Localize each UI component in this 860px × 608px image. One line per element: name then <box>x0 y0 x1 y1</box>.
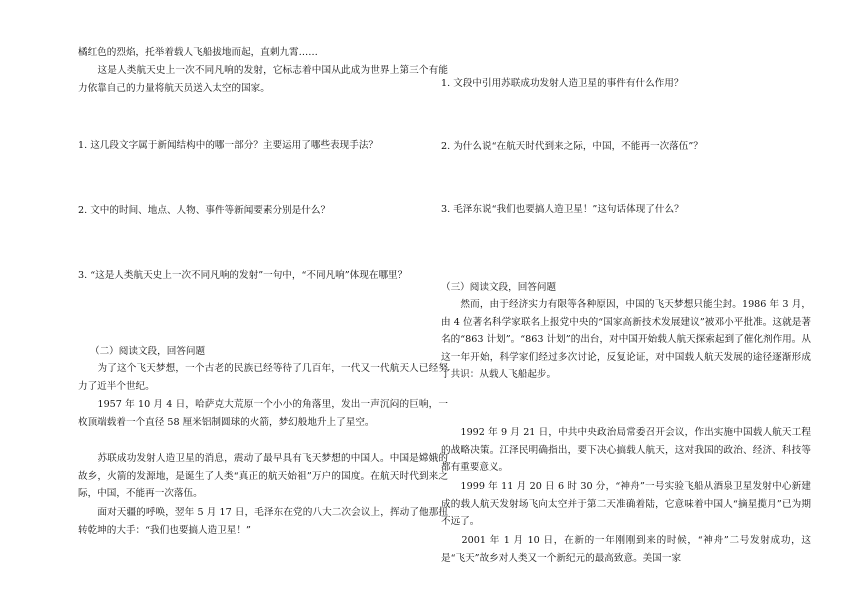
question-3: 3. 毛泽东说“我们也要搞人造卫星！”这句话体现了什么？ <box>441 204 684 215</box>
section-2-paragraph-3: 苏联成功发射人造卫星的消息，震动了最早具有飞天梦想的中国人。中国是嫦娥的故乡，火箭的发源地，是诞生了人类“真正的航天始祖”万户的国度。在航天时代到来之际，中国，不能再一次落伍。 <box>78 453 448 499</box>
question-1: 1. 这几段文字属于新闻结构中的哪一部分？主要运用了哪些表现手法？ <box>78 140 379 151</box>
section-3-paragraph-1: 然而，由于经济实力有限等各种原因，中国的飞天梦想只能尘封。1986 年 3 月，由 4 位著名科学家联名上报党中央的“国家高新技术发展建议”被邓小平批准。这就是著名的“863 计划”。“863 计划”的出台，对中国开始载人航天探索起到了催化剂作用。从这一年开始，科学家们经过多次讨论，反复论证，对中国载人航天发展的途径逐渐形成了共识：从载人飞船起步。 <box>441 299 811 380</box>
section-3-title: （三）阅读文段，回答问题 <box>441 282 557 293</box>
section-2-title: （二）阅读文段，回答问题 <box>90 346 206 357</box>
question-1: 1. 文段中引用苏联成功发射人造卫星的事件有什么作用？ <box>441 78 684 89</box>
left-column <box>78 0 448 608</box>
section-3-paragraph-3: 1999 年 11 月 20 日 6 时 30 分，“神舟”一号实验飞船从酒泉卫星发射中心新建成的载人航天发射场飞向太空并于第二天准确着陆，它意味着中国人“摘星揽月”已为期不远了。 <box>441 481 811 527</box>
question-3: 3. “这是人类航天史上一次不同凡响的发射”一句中，“不同凡响”体现在哪里？ <box>78 270 408 281</box>
question-2: 2. 文中的时间、地点、人物、事件等新闻要素分别是什么？ <box>78 205 331 216</box>
intro-line: 橘红色的烈焰，托举着载人飞船拔地而起，直刺九霄…… <box>78 47 318 58</box>
right-column <box>441 0 811 608</box>
section-2-paragraph-1: 为了这个飞天梦想，一个古老的民族已经等待了几百年，一代又一代航天人已经努力了近半个世纪。 <box>78 363 448 392</box>
section-3-paragraph-2: 1992 年 9 月 21 日，中共中央政治局常委召开会议，作出实施中国载人航天工程的战略决策。江泽民明确指出，要下决心搞载人航天，这对我国的政治、经济、科技等都有重要意义。 <box>441 427 811 473</box>
question-2: 2. 为什么说“在航天时代到来之际，中国，不能再一次落伍”？ <box>441 141 703 152</box>
section-3-paragraph-4: 2001 年 1 月 10 日，在新的一年刚刚到来的时候，“神舟”二号发射成功，这是“飞天”故乡对人类又一个新纪元的最高致意。美国一家 <box>441 535 811 564</box>
section-2-paragraph-2: 1957 年 10 月 4 日，哈萨克大荒原一个小小的角落里，发出一声沉闷的巨响，一枚顶端载着一个直径 58 厘米铝制圆球的火箭，梦幻般地升上了星空。 <box>78 399 448 428</box>
intro-paragraph: 这是人类航天史上一次不同凡响的发射，它标志着中国从此成为世界上第三个有能力依靠自己的力量将航天员送入太空的国家。 <box>78 65 448 94</box>
section-2-paragraph-4: 面对天疆的呼唤，翌年 5 月 17 日，毛泽东在党的八大二次会议上，挥动了他那扭转乾坤的大手：“我们也要搞人造卫星！” <box>78 507 448 536</box>
